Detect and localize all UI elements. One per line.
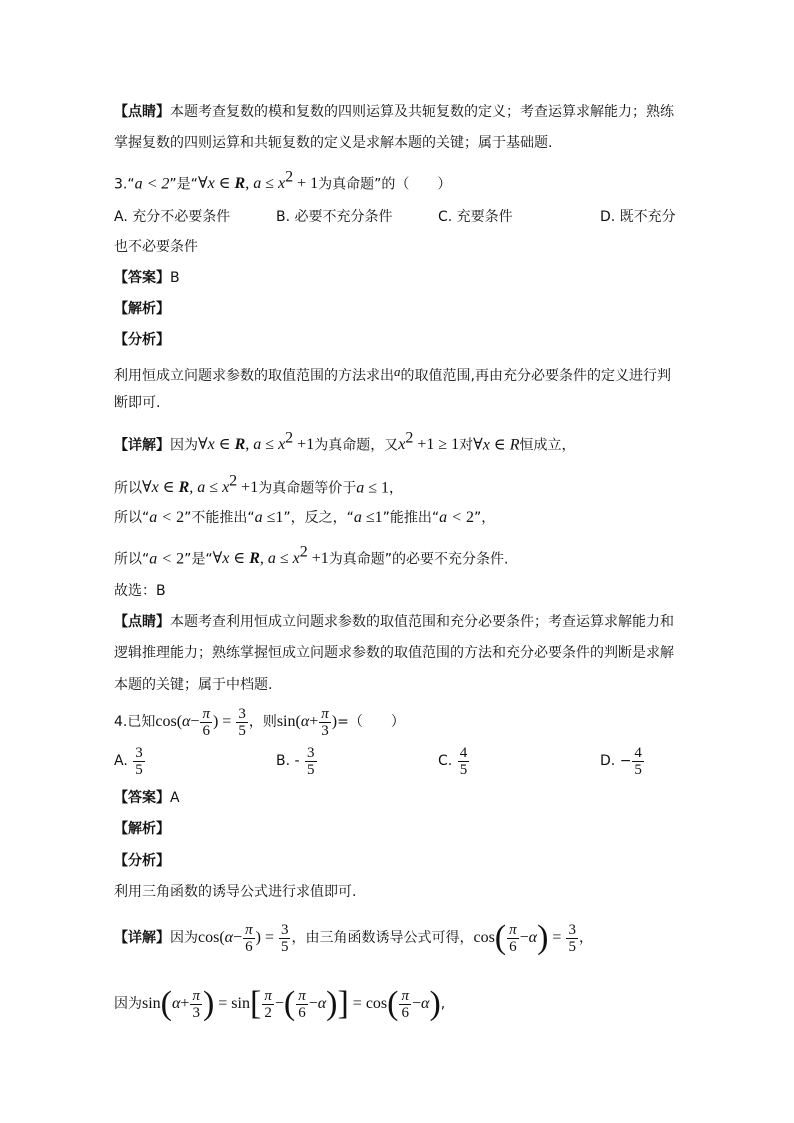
q3-option-d: D. 既不充分 <box>600 209 676 225</box>
q3-dianjing-line-2: 逻辑推理能力；熟练掌握恒成立问题求参数的取值范围的方法和充分必要条件的判断是求解 <box>114 645 674 661</box>
q3-choose: 故选：B <box>114 583 166 599</box>
q4-stem: 4.已知cos(α− $\frac{\pi}{6}$ ) = $\frac{3}{5}$ ，则sin(α+ $\frac{\pi}{3}$ )=（ ） <box>114 705 405 739</box>
q3-answer: 【答案】B <box>114 270 180 286</box>
q3-option-b: B. 必要不充分条件 <box>276 209 393 225</box>
q3-fenxi-line-2: 断即可. <box>114 395 161 411</box>
q3-stem: 3.“a < 2”是“∀x ∈ R, $a \le x^2 + 1$为真命题”的（ ） <box>114 169 452 193</box>
q4-option-d: D. − $\frac{4}{5}$ <box>600 744 642 778</box>
q3-dianjing-line-3: 本题的关键；属于中档题. <box>114 677 273 693</box>
q4-option-b: B. - $\frac{3}{5}$ <box>276 744 315 778</box>
q3-detail-line-2: 所以∀x ∈ R, $a \le x^2 +1$为真命题等价于a ≤ 1， <box>114 473 403 497</box>
dianjing-line-1: 【点睛】本题考查复数的模和复数的四则运算及共轭复数的定义；考查运算求解能力；熟练 <box>114 104 674 120</box>
q4-fenxi: 利用三角函数的诱导公式进行求值即可. <box>114 884 357 900</box>
q4-option-c: C. $\frac{4}{5}$ <box>438 744 468 778</box>
q4-detail-line-2: 因为sin(α+ $\frac{\pi}{3}$ ) = sin[ $\frac{\pi}{2}$ −( $\frac{\pi}{6}$ −α)] = cos( $\frac{\pi}{6}$ −α), <box>114 985 446 1022</box>
dianjing-line-2: 掌握复数的四则运算和共轭复数的定义是求解本题的关键；属于基础题. <box>114 135 553 151</box>
q4-detail-line-1: 【详解】因为cos(α− $\frac{\pi}{6}$ ) = $\frac{3}{5}$ ，由三角函数诱导公式可得，cos( $\frac{\pi}{6}$ −α) = $\frac{3}{5}$ ， <box>114 919 593 956</box>
q4-fenxi-tag: 【分析】 <box>114 853 170 869</box>
q4-answer: 【答案】A <box>114 790 180 806</box>
q3-option-a: A. 充分不必要条件 <box>114 209 231 225</box>
q3-option-c: C. 充要条件 <box>438 209 513 225</box>
q3-detail-line-3: 所以“a < 2”不能推出“a ≤1”，反之，“a ≤1”能推出“a < 2”， <box>114 509 496 526</box>
q4-option-a: A. $\frac{3}{5}$ <box>114 744 143 778</box>
q3-fenxi-line-1: 利用恒成立问题求参数的取值范围的方法求出a的取值范围,再由充分必要条件的定义进行判 <box>114 364 671 384</box>
q3-analysis-tag: 【解析】 <box>114 301 170 317</box>
q3-dianjing-line-1: 【点睛】本题考查利用恒成立问题求参数的取值范围和充分必要条件；考查运算求解能力和 <box>114 614 674 630</box>
q4-analysis-tag: 【解析】 <box>114 821 170 837</box>
q3-option-d-cont: 也不必要条件 <box>114 239 198 255</box>
q3-stem-math: ∀x ∈ R, $a \le x^2 + 1$ <box>197 169 319 193</box>
q3-detail-line-4: 所以“a < 2”是“∀x ∈ R, $a \le x^2 +1$为真命题”的必要不充分条件. <box>114 544 509 568</box>
dianjing-tag: 【点睛】 <box>114 104 170 120</box>
q3-detail-line-1: 【详解】因为∀x ∈ R, $a \le x^2 +1$为真命题，又$x^2 +1 \ge 1$对∀x ∈ R恒成立， <box>114 430 576 454</box>
q3-fenxi-tag: 【分析】 <box>114 332 170 348</box>
